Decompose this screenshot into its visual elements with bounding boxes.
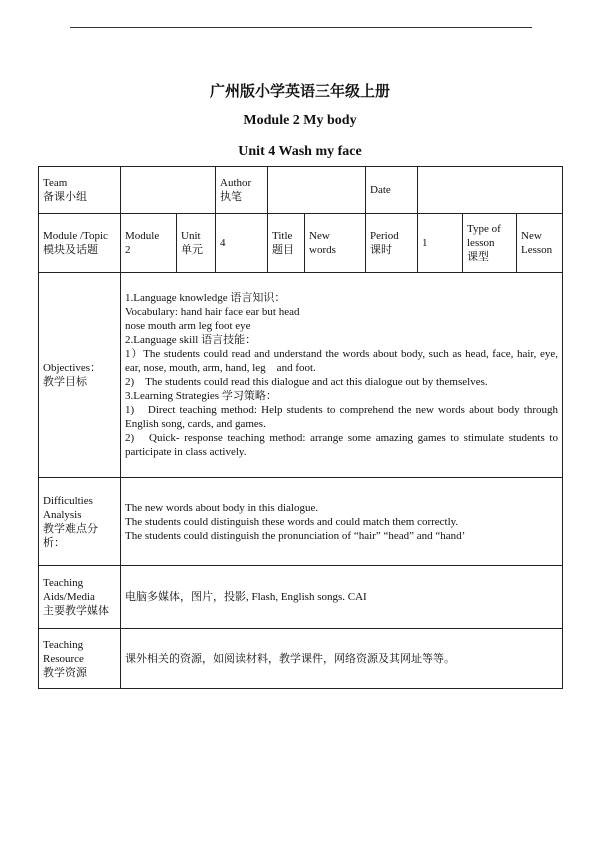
objectives-line: Vocabulary: hand hair face ear but head [125, 306, 300, 318]
difficulties-line: The students could distinguish the pronunciation of “hair” “head” and “hand’ [125, 529, 466, 542]
document-title: 广州版小学英语三年级上册 [209, 84, 390, 100]
period-value: 1 [418, 214, 463, 273]
aids-label: Teaching Aids/Media 主要教学媒体 [39, 566, 121, 629]
team-label: Team 备课小组 [39, 167, 121, 214]
resource-content: 课外相关的资源，如阅读材料，教学课件，网络资源及其网址等等。 [121, 629, 563, 689]
aids-content: 电脑多媒体，图片，投影, Flash, English songs. CAI [121, 566, 563, 629]
author-value [268, 167, 366, 214]
difficulties-line: The new words about body in this dialogue. [125, 501, 319, 514]
lesson-type-label: Type of lesson 课型 [463, 214, 517, 273]
table-row-difficulties [39, 478, 563, 566]
objectives-line: 3.Learning Strategies 学习策略： [125, 390, 277, 402]
module-title: Module 2 My body [243, 113, 357, 128]
objectives-line: 2) The students could read this dialogue and act this dialogue out by themselves. [125, 376, 488, 388]
date-value [418, 167, 563, 214]
difficulties-content [121, 478, 563, 566]
module-value: Module 2 [121, 214, 177, 273]
team-value [121, 167, 216, 214]
title-value: New words [305, 214, 366, 273]
header-rule [70, 27, 532, 28]
lesson-plan-table [38, 166, 563, 689]
objectives-label: Objectives： 教学目标 [39, 273, 121, 478]
date-label: Date [366, 167, 418, 214]
table-row-resource [39, 629, 563, 689]
lesson-type-value: New Lesson [517, 214, 563, 273]
period-label: Period 课时 [366, 214, 418, 273]
table-row-module [39, 214, 563, 273]
difficulties-line: The students could distinguish these words and could match them correctly. [125, 515, 459, 528]
objectives-line: nose mouth arm leg foot eye [125, 320, 251, 332]
objectives-line: 2) Quick- response teaching method: arrange some amazing games to stimulate students to participate in class actively. [125, 432, 558, 458]
author-label: Author 执笔 [216, 167, 268, 214]
objectives-line: 1.Language knowledge 语言知识： [125, 292, 286, 304]
objectives-line: 1）The students could read and understand the words about body, such as head, face, hair, eye, ear, nose, mouth, arm, hand, leg and foot. [125, 348, 558, 374]
unit-value: 4 [216, 214, 268, 273]
module-topic-label: Module /Topic 模块及话题 [39, 214, 121, 273]
objectives-line: 1) Direct teaching method: Help students to comprehend the new words about body through English song, cards, and games. [125, 404, 558, 430]
objectives-line: 2.Language skill 语言技能： [125, 334, 257, 346]
unit-title: Unit 4 Wash my face [238, 144, 362, 159]
resource-label: Teaching Resource 教学资源 [39, 629, 121, 689]
table-row-aids [39, 566, 563, 629]
title-label: Title 题目 [268, 214, 305, 273]
difficulties-label: Difficulties Analysis 教学难点分析： [39, 478, 121, 566]
unit-label: Unit 单元 [177, 214, 216, 273]
objectives-content [121, 273, 563, 478]
table-row-team [39, 167, 563, 214]
table-row-objectives [39, 273, 563, 478]
